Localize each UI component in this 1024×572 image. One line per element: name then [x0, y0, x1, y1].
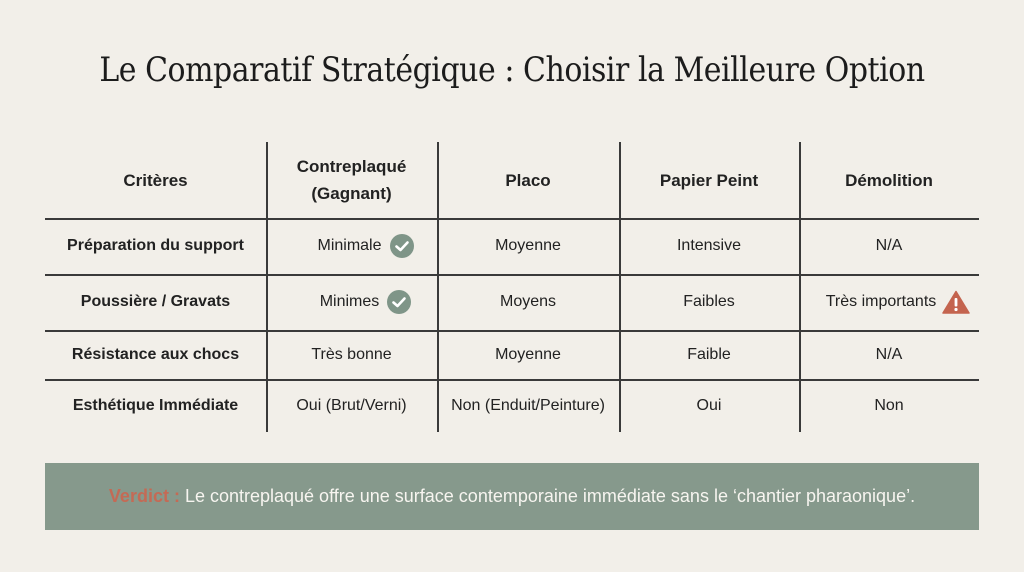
cell-papier-peint — [619, 274, 799, 330]
cell-placo — [437, 379, 619, 432]
cell-demolition — [799, 379, 979, 432]
check-circle-icon — [390, 234, 414, 258]
verdict-banner — [45, 463, 979, 530]
cell-value: Oui (Brut/Verni) — [296, 396, 407, 414]
header-label: Papier Peint — [659, 170, 759, 190]
cell-value: Oui — [696, 396, 722, 414]
verdict-text: Le contreplaqué offre une surface contemporaine immédiate sans le ‘chantier pharaonique’. — [184, 486, 916, 506]
cell-value: Minimale — [317, 237, 382, 254]
cell-value: Faible — [687, 345, 731, 363]
criterion-label: Préparation du support — [67, 237, 244, 254]
page-title: Le Comparatif Stratégique : Choisir la Meilleure Option — [99, 50, 925, 90]
cell-value: Moyens — [499, 293, 557, 310]
header-label: Démolition — [845, 170, 933, 190]
cell-contreplaque — [266, 274, 437, 330]
criterion-label: Esthétique Immédiate — [72, 396, 239, 414]
cell-demolition — [799, 330, 979, 379]
cell-value: Non (Enduit/Peinture) — [451, 396, 605, 414]
cell-value: Minimes — [319, 293, 380, 310]
check-circle-icon — [387, 290, 411, 314]
header-criteres — [45, 142, 266, 218]
cell-value: Moyenne — [495, 345, 561, 363]
header-label: Critères — [123, 170, 188, 190]
cell-value: Non — [874, 396, 904, 414]
verdict-label: Verdict : — [108, 486, 180, 506]
cell-placo — [437, 218, 619, 274]
cell-value: Intensive — [676, 237, 742, 254]
cell-demolition — [799, 274, 979, 330]
header-placo — [437, 142, 619, 218]
cell-contreplaque — [266, 330, 437, 379]
cell-demolition — [799, 218, 979, 274]
cell-papier-peint — [619, 218, 799, 274]
header-label: Contreplaqué — [296, 157, 407, 176]
comparison-table — [45, 142, 979, 432]
cell-papier-peint — [619, 330, 799, 379]
row-criterion — [45, 330, 266, 379]
cell-value: Faibles — [683, 293, 735, 310]
cell-value: N/A — [875, 237, 903, 254]
header-label: Placo — [505, 170, 551, 190]
cell-placo — [437, 330, 619, 379]
cell-value: Moyenne — [495, 237, 561, 254]
warning-triangle-icon — [942, 290, 970, 314]
header-demolition — [799, 142, 979, 218]
row-criterion — [45, 218, 266, 274]
cell-value: Très bonne — [311, 345, 392, 363]
cell-value: Très importants — [825, 293, 937, 310]
header-papier-peint — [619, 142, 799, 218]
row-criterion — [45, 274, 266, 330]
cell-contreplaque — [266, 218, 437, 274]
header-contreplaque — [266, 142, 437, 218]
cell-placo — [437, 274, 619, 330]
cell-contreplaque — [266, 379, 437, 432]
criterion-label: Poussière / Gravats — [80, 293, 231, 310]
criterion-label: Résistance aux chocs — [71, 345, 240, 363]
header-label: (Gagnant) — [311, 184, 392, 203]
row-criterion — [45, 379, 266, 432]
cell-papier-peint — [619, 379, 799, 432]
cell-value: N/A — [875, 345, 903, 363]
